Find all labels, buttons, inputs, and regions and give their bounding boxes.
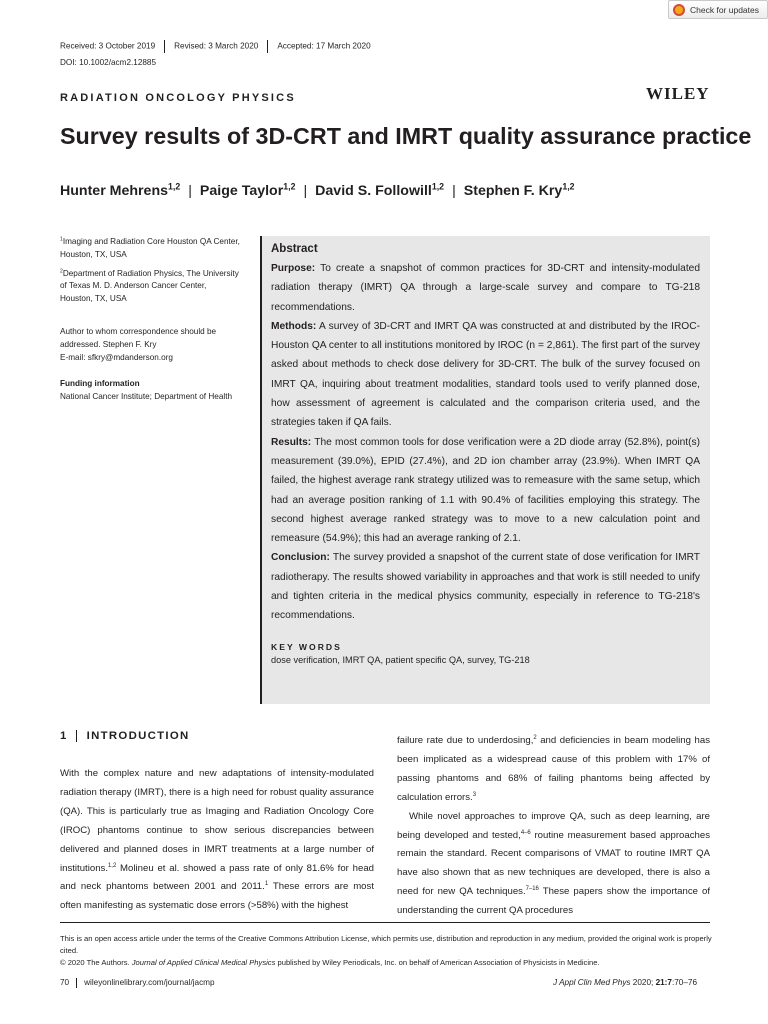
- revised-date: Revised: 3 March 2020: [174, 41, 259, 51]
- body-column-right: [397, 732, 710, 921]
- section-label: RADIATION ONCOLOGY PHYSICS: [60, 92, 296, 104]
- citation-ref[interactable]: 3: [472, 791, 477, 798]
- body-column-left: [60, 765, 374, 916]
- author-list: [60, 183, 575, 199]
- correspondence-text: Author to whom correspondence should be addressed. Stephen F. Kry: [60, 326, 217, 349]
- section-heading-introduction: [60, 730, 190, 742]
- body-text: While novel approaches to improve QA, such as deep learning, are being developed and tested,: [397, 810, 710, 841]
- funding-text: National Cancer Institute; Department of Health: [60, 392, 233, 402]
- publication-dates: [60, 40, 371, 53]
- affiliations: [60, 236, 240, 410]
- body-text: These papers show the importance of understanding the current QA procedures: [397, 886, 711, 917]
- affiliation-1: [60, 236, 240, 262]
- date-separator: [267, 40, 268, 53]
- abstract-methods: [271, 317, 700, 433]
- conclusion-label: Conclusion:: [271, 552, 330, 564]
- abstract-conclusion: [271, 548, 700, 625]
- author-separator: |: [452, 183, 456, 199]
- license-footnote: [60, 933, 720, 968]
- author-name[interactable]: Stephen F. Kry: [463, 183, 563, 199]
- results-text: The most common tools for dose verification were a 2D diode array (52.8%), point(s) measurement (39.0%), EPID (27.4%), and 2D ion chamber array (23.9%). When IMRT QA failed, the highest average rank strategy utilized was to remeasure with the same setup, which had an average position ranking of 1.1 with 90.4% of facilities employing this strategy. The second highest average ranked strategy was to move to a new calculation point and remeasure (54.9%); this had an average ranking of 2.1.: [271, 436, 700, 545]
- citation-ref[interactable]: 1: [264, 881, 269, 888]
- check-for-updates-label: Check for updates: [690, 4, 759, 15]
- body-text: and deficiencies in beam modeling has been implicated as a widespread cause of this problem with 17% of passing phantoms and 68% of failing phantoms being affected by calculation errors.: [397, 735, 710, 803]
- column-flow-spacer: [397, 732, 710, 808]
- correspondence-email[interactable]: E-mail: sfkry@mdanderson.org: [60, 352, 173, 362]
- author-affiliation-ref: 1,2: [562, 181, 575, 192]
- abstract-heading: Abstract: [271, 243, 318, 255]
- keywords-heading: KEY WORDS: [271, 641, 342, 652]
- section-title: INTRODUCTION: [86, 730, 190, 743]
- footer-separator: [76, 978, 77, 988]
- citation-ref[interactable]: 2: [533, 734, 537, 741]
- methods-text: A survey of 3D-CRT and IMRT QA was constructed at and distributed by the IROC-Houston QA center to all institutions monitored by IROC (n = 2,861). The first part of the survey asked about methods to check dose delivery for 3D-CRT. The bulk of the survey focused on IMRT QA, inquiring about treatment modalities, standard tools used to verify planned dose, how assessment of agreement is calculated and the comparison criteria used, and the strategies taken if QA fails.: [271, 320, 700, 429]
- conclusion-text: The survey provided a snapshot of the current state of dose verification for IMRT radiotherapy. The results showed variability in approaches and that work is still needed to unify and tighten criteria in the medical physics community, especially in reference to TG-218's recommendations.: [271, 552, 700, 622]
- author-separator: |: [303, 183, 308, 199]
- affiliation-number: 2: [60, 267, 63, 274]
- citation-ref[interactable]: 4–6: [520, 829, 531, 836]
- body-text: failure rate due to underdosing,: [397, 735, 534, 746]
- author-name[interactable]: David S. Followill: [315, 183, 432, 199]
- author-name[interactable]: Hunter Mehrens: [60, 183, 168, 199]
- author-affiliation-ref: 1,2: [431, 181, 445, 192]
- journal-name: Journal of Applied Clinical Medical Physics: [131, 957, 276, 967]
- footnote-rule: [60, 922, 710, 923]
- received-date: Received: 3 October 2019: [60, 41, 156, 51]
- citation-volume: 21:7: [655, 978, 672, 987]
- doi[interactable]: DOI: 10.1002/acm2.12885: [60, 58, 157, 67]
- page-footer-left: [60, 978, 215, 988]
- journal-abbrev: J Appl Clin Med Phys: [553, 978, 631, 987]
- body-text: Molineu et al. showed a pass rate of only 81.6% for head and neck phantoms between 2001 and 2011.: [60, 862, 374, 893]
- purpose-label: Purpose:: [271, 263, 316, 274]
- methods-label: Methods:: [271, 320, 317, 332]
- body-text: routine measurement based approaches remain the standard. Recent comparisons of VMAT to routine IMRT QA have also shown that as new techniques are developed, there is also a need for new QA techniques.: [397, 829, 710, 898]
- author-name[interactable]: Paige Taylor: [199, 183, 284, 199]
- keywords: dose verification, IMRT QA, patient specific QA, survey, TG-218: [271, 654, 530, 665]
- copyright-suffix: published by Wiley Periodicals, Inc. on behalf of American Association of Physicists in Medicine.: [275, 957, 600, 967]
- affiliation-2: [60, 268, 240, 306]
- body-text: These errors are most often manifesting as systematic dose errors (>58%) with the highest: [60, 881, 374, 912]
- intro-paragraph-1: [60, 765, 374, 916]
- body-text: With the complex nature and new adaptations of intensity-modulated radiation therapy (IMRT), there is a high need for robust quality assurance (QA). This is particularly true as Imaging and Radiation Oncology Core (IROC) phantoms continue to show serious discrepancies between delivered and planned doses in IMRT treatments at a large number of institutions.: [60, 768, 374, 874]
- author-affiliation-ref: 1,2: [168, 181, 181, 192]
- affiliation-text: Department of Radiation Physics, The University of Texas M. D. Anderson Cancer Center, Houston, TX, USA: [60, 268, 239, 304]
- journal-url[interactable]: wileyonlinelibrary.com/journal/jacmp: [84, 978, 215, 988]
- intro-paragraph-2: [397, 808, 710, 921]
- citation-year: 2020;: [630, 978, 656, 987]
- citation-ref[interactable]: 7–16: [525, 886, 539, 893]
- license-text: This is an open access article under the terms of the Creative Commons Attribution License, which permits use, distribution and reproduction in any medium, provided the original work is properly cited.: [60, 934, 712, 955]
- page-footer-citation: [553, 978, 697, 987]
- funding-heading: Funding information: [60, 379, 140, 389]
- accepted-date: Accepted: 17 March 2020: [277, 41, 371, 51]
- results-label: Results:: [271, 436, 312, 448]
- abstract-box: [260, 236, 710, 704]
- copyright-prefix: © 2020 The Authors.: [60, 957, 132, 967]
- publisher-logo: WILEY: [646, 84, 710, 103]
- affiliation-number: 1: [60, 236, 63, 243]
- abstract-purpose: [271, 259, 700, 317]
- affiliation-text: Imaging and Radiation Core Houston QA Center, Houston, TX, USA: [60, 237, 240, 259]
- article-title: Survey results of 3D-CRT and IMRT quality assurance practice: [60, 123, 752, 149]
- author-separator: |: [188, 183, 192, 199]
- citation-ref[interactable]: 1,2: [108, 862, 117, 869]
- copyright-text: [60, 957, 720, 969]
- heading-separator: [76, 730, 77, 742]
- date-separator: [164, 40, 165, 53]
- crossmark-icon: [673, 4, 685, 16]
- section-number: 1: [60, 730, 68, 743]
- purpose-text: To create a snapshot of common practices for 3D-CRT and intensity-modulated radiation therapy (IMRT) QA through a large-scale survey and compare to TG-218 recommendations.: [271, 263, 700, 313]
- abstract-results: [271, 433, 700, 549]
- citation-pages: :70–76: [671, 978, 697, 987]
- check-for-updates-button[interactable]: [668, 0, 768, 19]
- page-number: 70: [60, 978, 70, 988]
- correspondence: [60, 326, 240, 364]
- author-affiliation-ref: 1,2: [283, 181, 296, 192]
